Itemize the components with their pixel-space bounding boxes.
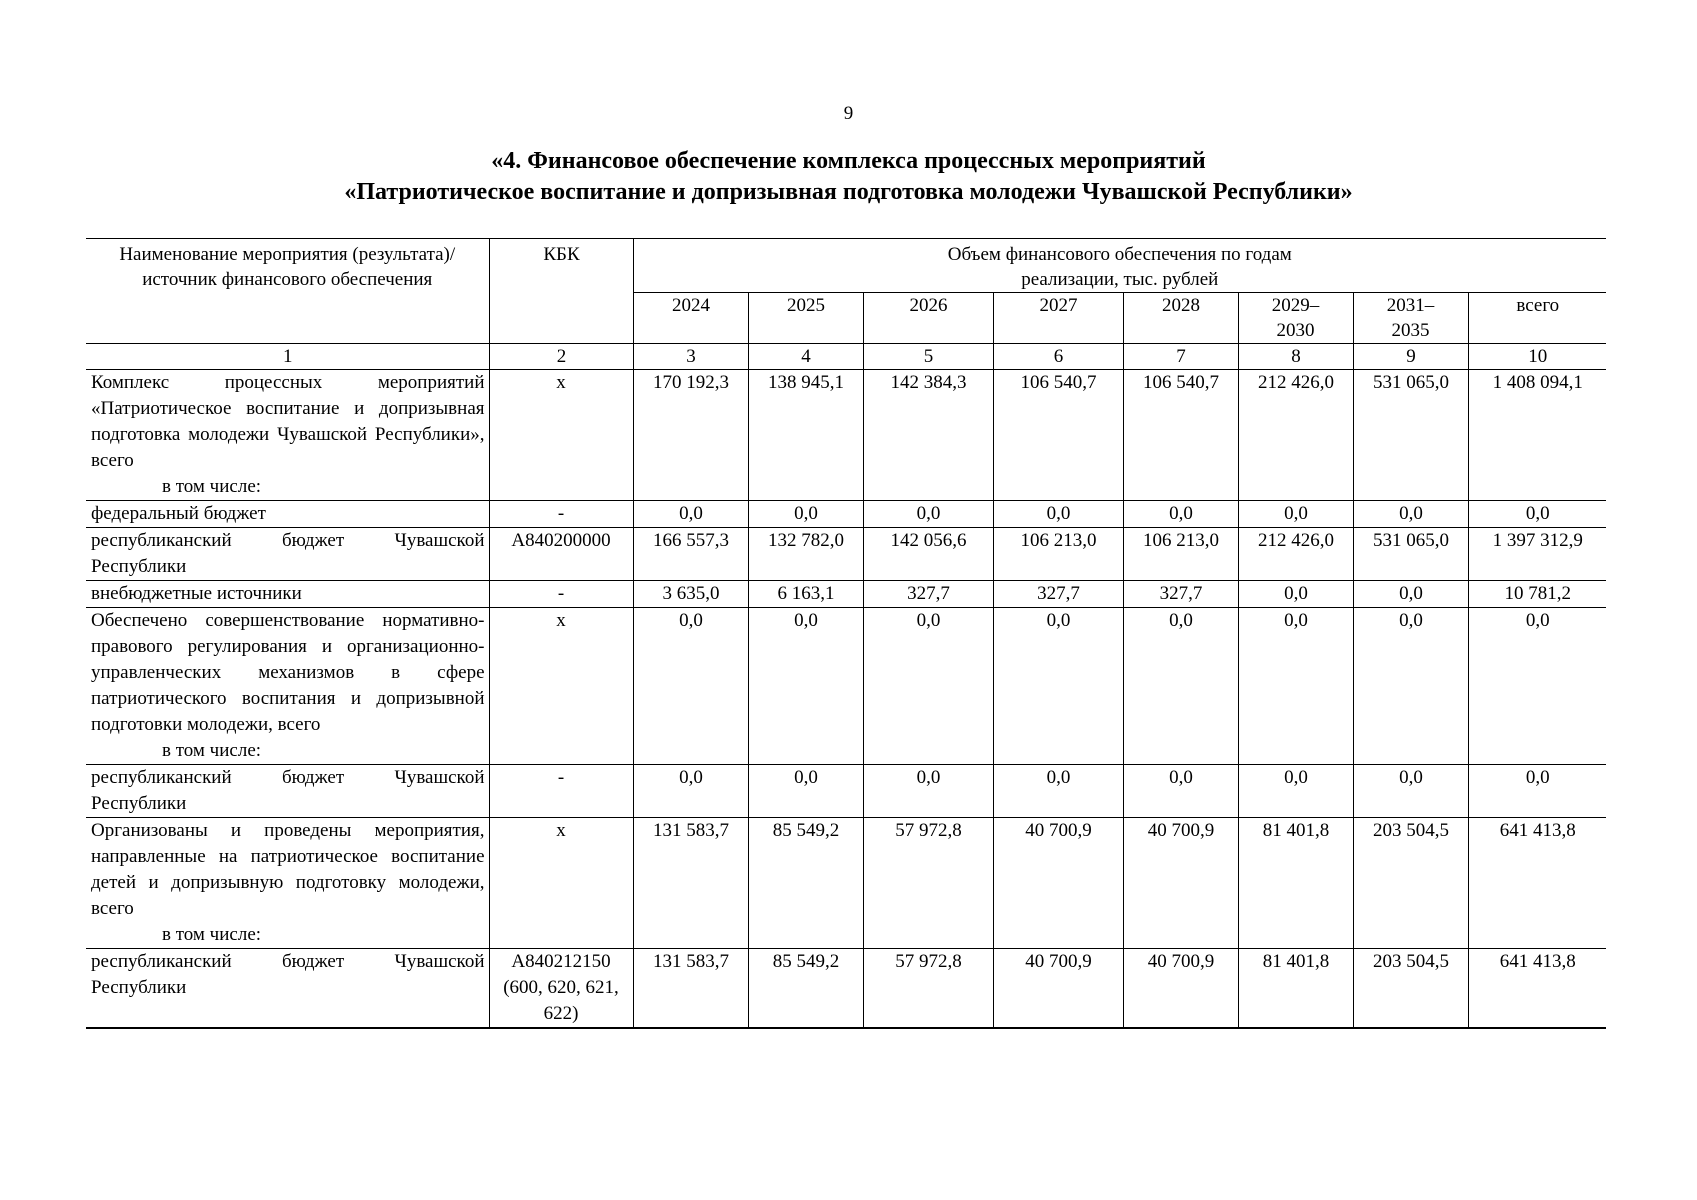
header-year: 2025 [748,293,863,344]
row-value: 142 056,6 [863,528,993,581]
row-value: 0,0 [1353,501,1468,528]
row-value: 1 408 094,1 [1468,370,1606,501]
row-value: 85 549,2 [748,818,863,949]
row-value: 0,0 [1468,501,1606,528]
row-kbk: А840212150 (600, 620, 621, 622) [489,949,633,1029]
row-kbk: А840200000 [489,528,633,581]
column-number-row [86,344,1606,370]
row-name-text: Обеспечено совершенствование нормативно-правового регулирования и организационно-управленческих механизмов в сфере патриотического воспитания и допризывной подготовки молодежи, всего [91,610,485,735]
row-value: 131 583,7 [633,949,748,1029]
row-value: 327,7 [993,581,1123,608]
row-kbk: х [489,370,633,501]
column-number: 2 [489,344,633,370]
row-kbk: - [489,765,633,818]
column-number: 10 [1468,344,1606,370]
header-year: 2024 [633,293,748,344]
header-year: всего [1468,293,1606,344]
row-value: 0,0 [748,608,863,765]
row-name-text: Комплекс процессных мероприятий «Патриотическое воспитание и допризывная подготовка молодежи Чувашской Республики», всего [91,372,485,471]
row-value: 40 700,9 [1123,949,1238,1029]
row-value: 170 192,3 [633,370,748,501]
row-value: 0,0 [1353,581,1468,608]
row-value: 327,7 [863,581,993,608]
row-value: 327,7 [1123,581,1238,608]
table-row [86,765,1606,818]
column-number: 8 [1238,344,1353,370]
row-name-text: республиканский бюджет Чувашской Республики [91,767,485,814]
row-value: 0,0 [863,765,993,818]
row-value: 0,0 [1238,608,1353,765]
row-value: 81 401,8 [1238,818,1353,949]
row-value: 0,0 [633,501,748,528]
header-year: 2028 [1123,293,1238,344]
row-kbk: - [489,581,633,608]
header-year: 2031–2035 [1353,293,1468,344]
row-value: 641 413,8 [1468,949,1606,1029]
row-value: 212 426,0 [1238,370,1353,501]
row-value: 106 213,0 [1123,528,1238,581]
page-number: 9 [843,103,854,124]
section-title [0,146,1697,208]
row-value: 1 397 312,9 [1468,528,1606,581]
header-year: 2027 [993,293,1123,344]
row-value: 0,0 [1238,501,1353,528]
row-name [86,949,489,1029]
row-value: 40 700,9 [993,949,1123,1029]
row-name [86,528,489,581]
column-number: 1 [86,344,489,370]
row-value: 212 426,0 [1238,528,1353,581]
row-name-text: республиканский бюджет Чувашской Республики [91,530,485,577]
row-name [86,581,489,608]
row-value: 0,0 [993,608,1123,765]
row-value: 0,0 [1468,765,1606,818]
row-value: 0,0 [863,608,993,765]
row-value: 132 782,0 [748,528,863,581]
row-value: 0,0 [863,501,993,528]
row-name [86,818,489,949]
table-row [86,949,1606,1029]
row-value: 138 945,1 [748,370,863,501]
row-value: 0,0 [1238,765,1353,818]
row-value: 142 384,3 [863,370,993,501]
row-value: 203 504,5 [1353,818,1468,949]
column-number: 6 [993,344,1123,370]
row-name [86,765,489,818]
table-row [86,370,1606,501]
row-value: 6 163,1 [748,581,863,608]
row-name [86,608,489,765]
table-row [86,528,1606,581]
title-line-1: «4. Финансовое обеспечение комплекса процессных мероприятий [491,148,1206,174]
column-number: 3 [633,344,748,370]
title-line-2: «Патриотическое воспитание и допризывная подготовка молодежи Чувашской Республики» [344,179,1353,205]
row-value: 106 540,7 [1123,370,1238,501]
row-name [86,501,489,528]
row-value: 0,0 [1238,581,1353,608]
row-value: 40 700,9 [1123,818,1238,949]
row-value: 166 557,3 [633,528,748,581]
financing-table [86,238,1606,1029]
row-name-text: Организованы и проведены мероприятия, направленные на патриотическое воспитание детей и допризывную подготовку молодежи, всего [91,820,485,919]
row-value: 0,0 [748,765,863,818]
row-value: 0,0 [1123,501,1238,528]
row-kbk: х [489,608,633,765]
row-value: 0,0 [1353,608,1468,765]
column-number: 7 [1123,344,1238,370]
row-value: 57 972,8 [863,949,993,1029]
row-value: 131 583,7 [633,818,748,949]
row-value: 57 972,8 [863,818,993,949]
row-name-text: федеральный бюджет [91,503,266,524]
table-row [86,608,1606,765]
row-kbk: - [489,501,633,528]
column-number: 5 [863,344,993,370]
header-year: 2026 [863,293,993,344]
row-value: 85 549,2 [748,949,863,1029]
row-value: 81 401,8 [1238,949,1353,1029]
column-number: 9 [1353,344,1468,370]
row-subtitle: в том числе: [162,476,262,497]
row-value: 0,0 [633,608,748,765]
row-value: 40 700,9 [993,818,1123,949]
row-value: 10 781,2 [1468,581,1606,608]
row-value: 3 635,0 [633,581,748,608]
row-value: 106 540,7 [993,370,1123,501]
row-name [86,370,489,501]
row-subtitle: в том числе: [162,740,262,761]
row-value: 0,0 [748,501,863,528]
table-row [86,581,1606,608]
header-kbk: КБК [489,239,633,344]
row-value: 531 065,0 [1353,370,1468,501]
row-value: 641 413,8 [1468,818,1606,949]
table-row [86,501,1606,528]
row-value: 0,0 [633,765,748,818]
row-value: 203 504,5 [1353,949,1468,1029]
row-value: 0,0 [993,501,1123,528]
row-subtitle: в том числе: [162,924,262,945]
row-kbk: х [489,818,633,949]
row-name-text: внебюджетные источники [91,583,302,604]
header-name: Наименование мероприятия (результата)/источник финансового обеспечения [86,239,489,344]
row-name-text: республиканский бюджет Чувашской Республики [91,951,485,998]
header-volume: Объем финансового обеспечения по годам реализации, тыс. рублей [633,239,1606,293]
row-value: 531 065,0 [1353,528,1468,581]
table-row [86,818,1606,949]
row-value: 106 213,0 [993,528,1123,581]
row-value: 0,0 [1353,765,1468,818]
row-value: 0,0 [1468,608,1606,765]
row-value: 0,0 [1123,765,1238,818]
header-year: 2029–2030 [1238,293,1353,344]
column-number: 4 [748,344,863,370]
header-row-1 [86,239,1606,293]
row-value: 0,0 [1123,608,1238,765]
row-value: 0,0 [993,765,1123,818]
